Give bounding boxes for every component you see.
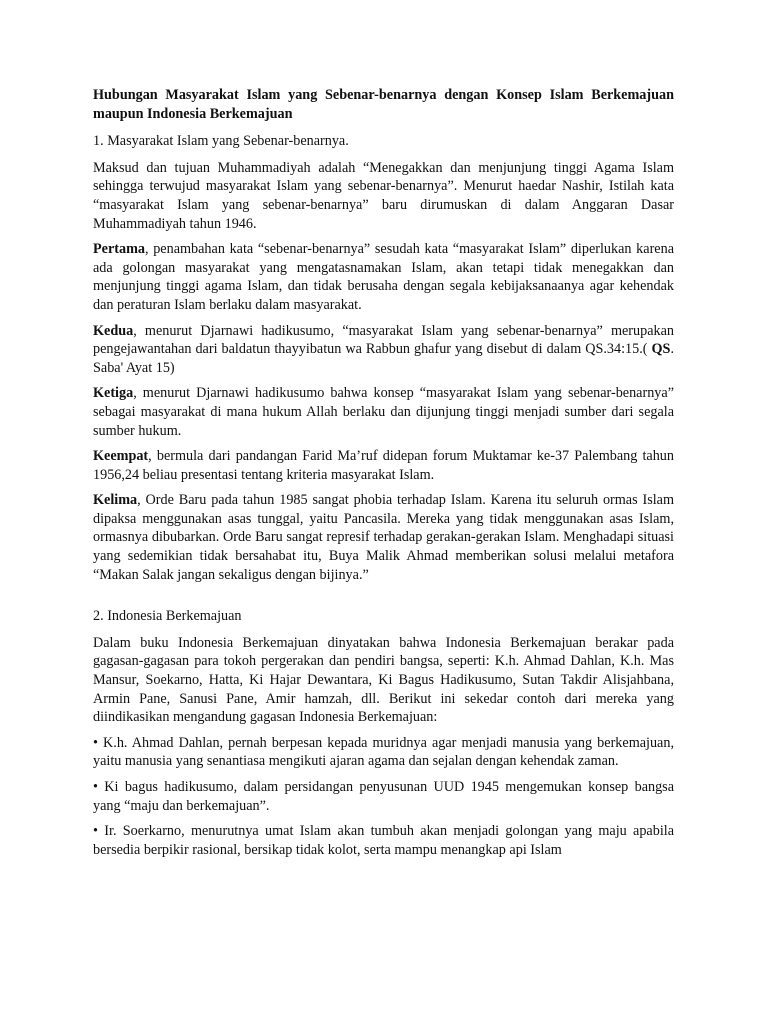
point-text: , Orde Baru pada tahun 1985 sangat phobia terhadap Islam. Karena itu seluruh ormas Islam dipaksa menggunakan asas tunggal, yaitu Pancasila. Mereka yang tidak menggunakan asas Islam, ormasnya dibubarkan. Orde Baru sangat represif terhadap gerakan-gerakan Islam. Menghadapi situasi yang sedemikian tidak bersahabat itu, Buya Malik Ahmad memberikan solusi melalui metafora “Makan Salak jangan sekaligus dengan bijinya.” — [93, 492, 674, 583]
point-label: Ketiga — [93, 385, 134, 402]
section-1-intro: Maksud dan tujuan Muhammadiyah adalah “Menegakkan dan menjunjung tinggi Agama Islam sehingga terwujud masyarakat Islam yang sebenar-benarnya”. Menurut haedar Nashir, Istilah kata “masyarakat Islam yang sebenar-benarnya” baru dirumuskan di dalam Anggaran Dasar Muhammadiyah tahun 1946. — [93, 159, 674, 232]
point-ketiga — [93, 384, 674, 440]
point-label: Pertama — [93, 241, 145, 258]
bullet-item: • K.h. Ahmad Dahlan, pernah berpesan kepada muridnya agar menjadi manusia yang berkemajuan, yaitu manusia yang senantiasa mengikuti ajaran agama dan sejalan dengan kehendak zaman. — [93, 734, 674, 770]
section-2-heading: 2. Indonesia Berkemajuan — [93, 608, 242, 625]
section-2-intro: Dalam buku Indonesia Berkemajuan dinyatakan bahwa Indonesia Berkemajuan berakar pada gagasan-gagasan para tokoh pergerakan dan pendiri bangsa, seperti: K.h. Ahmad Dahlan, K.h. Mas Mansur, Soekarno, Hatta, Ki Hajar Dewantara, Ki Bagus Hadikusumo, Sutan Takdir Alisjahbana, Armin Pane, Sanusi Pane, Amir hamzah, dll. Berikut ini sekedar contoh dari mereka yang diindikasikan mengandung gagasan Indonesia Berkemajuan: — [93, 634, 674, 726]
point-kelima — [93, 491, 674, 584]
point-text: , penambahan kata “sebenar-benarnya” sesudah kata “masyarakat Islam” diperlukan karena ada golongan masyarakat yang mengatasnamakan Islam, akan tetapi tidak menegakkan dan menjunjung tinggi agama Islam, dan tidak berusaha dengan segala kebijaksanaanya agar kehendak dan peraturan Islam berlaku dalam masyarakat. — [93, 241, 674, 313]
point-label: Kelima — [93, 492, 138, 509]
document-title: Hubungan Masyarakat Islam yang Sebenar-benarnya dengan Konsep Islam Berkemajuan maupun Indonesia Berkemajuan — [93, 87, 674, 122]
qs-label: QS — [651, 341, 671, 358]
point-kedua — [93, 322, 674, 378]
section-spacer — [93, 591, 674, 607]
point-keempat — [93, 447, 674, 484]
qs-reference: . Saba' Ayat 15) — [93, 341, 674, 376]
point-label: Kedua — [93, 322, 134, 339]
section-1-heading: 1. Masyarakat Islam yang Sebenar-benarnya. — [93, 133, 349, 150]
point-pertama — [93, 240, 674, 314]
point-label: Keempat — [93, 448, 149, 465]
bullet-item: • Ki bagus hadikusumo, dalam persidangan penyusunan UUD 1945 mengemukan konsep bangsa yang “maju dan berkemajuan”. — [93, 779, 674, 814]
point-text: , menurut Djarnawi hadikusumo, “masyarakat Islam yang sebenar-benarnya” merupakan pengejawantahan dari baldatun thayyibatun wa Rabbun ghafur yang disebut di dalam QS.34:15.( — [93, 322, 674, 358]
point-text: , menurut Djarnawi hadikusumo bahwa konsep “masyarakat Islam yang sebenar-benarnya” sebagai masyarakat di mana hukum Allah berlaku dan dijunjung tinggi menjadi sumber dari segala sumber hukum. — [93, 385, 674, 439]
point-text: , bermula dari pandangan Farid Ma’ruf didepan forum Muktamar ke-37 Palembang tahun 1956,24 beliau presentasi tentang kriteria masyarakat Islam. — [93, 448, 674, 483]
bullet-item: • Ir. Soerkarno, menurutnya umat Islam akan tumbuh akan menjadi golongan yang maju apabila bersedia berpikir rasional, bersikap tidak kolot, serta mampu menangkap api Islam — [93, 823, 674, 858]
